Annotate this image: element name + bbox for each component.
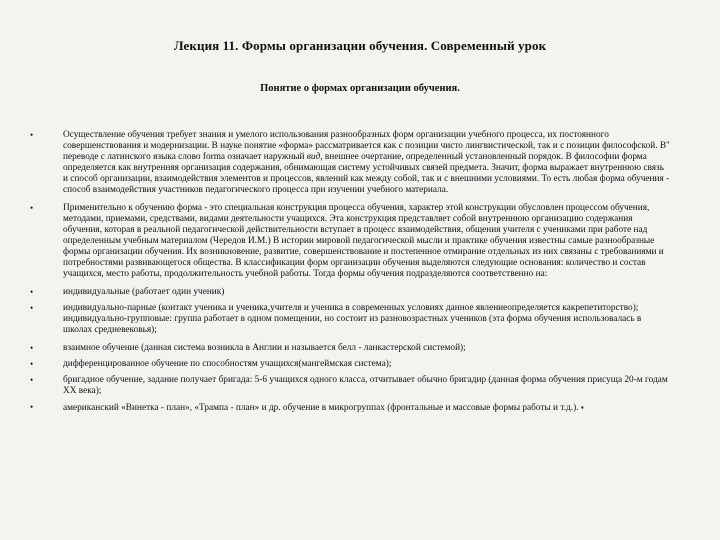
list-item-text: бригадное обучение, задание получает бригада: 5-6 учащихся одного класса, отчитывает обычно бригадир (данная форма обучения присуща 20-м годам XX века);	[63, 375, 668, 396]
end-mark-icon: ▪	[580, 403, 584, 412]
list-item-text: Осуществление обучения требует знания и умелого использования разнообразных форм организации учебного процесса, их постоянного совершенствования и модернизации. В науке понятие «форма» рассматривается как с позиции чисто лингвистической, так и с позиции философской. В" переводе с латинского языка слово forma означает наружный	[63, 130, 670, 162]
emphasized-word: вид,	[306, 152, 323, 162]
list-item	[30, 375, 670, 397]
list-item-text: индивидуально-парные (контакт ученика и ученика,учителя и ученика в современных условиях данное явлениеопределяется какрепетиторство); индивидуально-групповые: группа работает в одном помещении, но состоит из разновозрастных учеников (эта форма обучения использовалась в школах средневековья);	[63, 303, 642, 335]
list-item	[30, 130, 670, 196]
list-item	[30, 287, 670, 298]
page-title: Лекция 11. Формы организации обучения. Современный урок	[173, 38, 547, 53]
bullet-icon: •	[30, 402, 34, 412]
bullet-list	[30, 130, 670, 421]
list-item	[30, 303, 670, 336]
section-subtitle: Понятие о формах организации обучения.	[260, 83, 460, 94]
list-item	[30, 203, 670, 280]
list-item-text: американский «Винетка - план», «Трампа - план» и др. обучение в микрогруппах (фронтальные и массовые формы работы и т.д.).	[63, 403, 579, 413]
list-item	[30, 343, 670, 354]
list-item-text: взаимное обучение (данная система возникла в Англии и называется белл - ланкастерской системой);	[63, 343, 466, 353]
list-item-text: дифференцированное обучение по способностям учащихся(мангеймская система);	[63, 359, 392, 369]
list-item-text: внешнее очертание, определенный установленный порядок. В философии форма определяется как внутренняя организация содержания, обнимающая систему устойчивых связей предмета. Значит, форма выражает внутреннюю связь и способ организации, взаимодействия элементов и процессов, явлений как между собой, так и с внешними условиями. То есть любая форма обучения - способ взаимодействия участников педагогического процесса при изучении учебного материала.	[63, 152, 670, 195]
list-item	[30, 402, 670, 414]
bullet-icon: •	[30, 375, 34, 385]
bullet-icon: •	[30, 359, 34, 369]
bullet-icon: •	[30, 303, 34, 313]
bullet-icon: •	[30, 130, 34, 140]
bullet-icon: •	[30, 287, 34, 297]
bullet-icon: •	[30, 343, 34, 353]
bullet-icon: •	[30, 203, 34, 213]
list-item-text: индивидуальные (работает один ученик)	[63, 287, 225, 297]
list-item-text: Применительно к обучению форма - это специальная конструкция процесса обучения, характер этой конструкции обусловлен процессом обучения, методами, приемами, средствами, видами деятельности учащихся. Эта конструкция представляет собой внутреннюю организацию содержания обучения, которая в реальной педагогической действительности вступает в процесс взаимодействия, общения учителя с учениками при работе над определенным учебным материалом (Чередов И.М.) В истории мировой педагогической мысли и практике обучения известны самые разнообразные формы организации обучения. Их возникновение, развитие, совершенствование и постепенное отмирание отдельных из них связаны с требованиями и потребностями развивающегося общества. В классификации форм организации обучения выделяются следующие основания: количество и состав учащихся, место работы, продолжительность учебной работы. Тогда формы обучения подразделяются соответственно на:	[63, 203, 664, 279]
list-item	[30, 359, 670, 370]
